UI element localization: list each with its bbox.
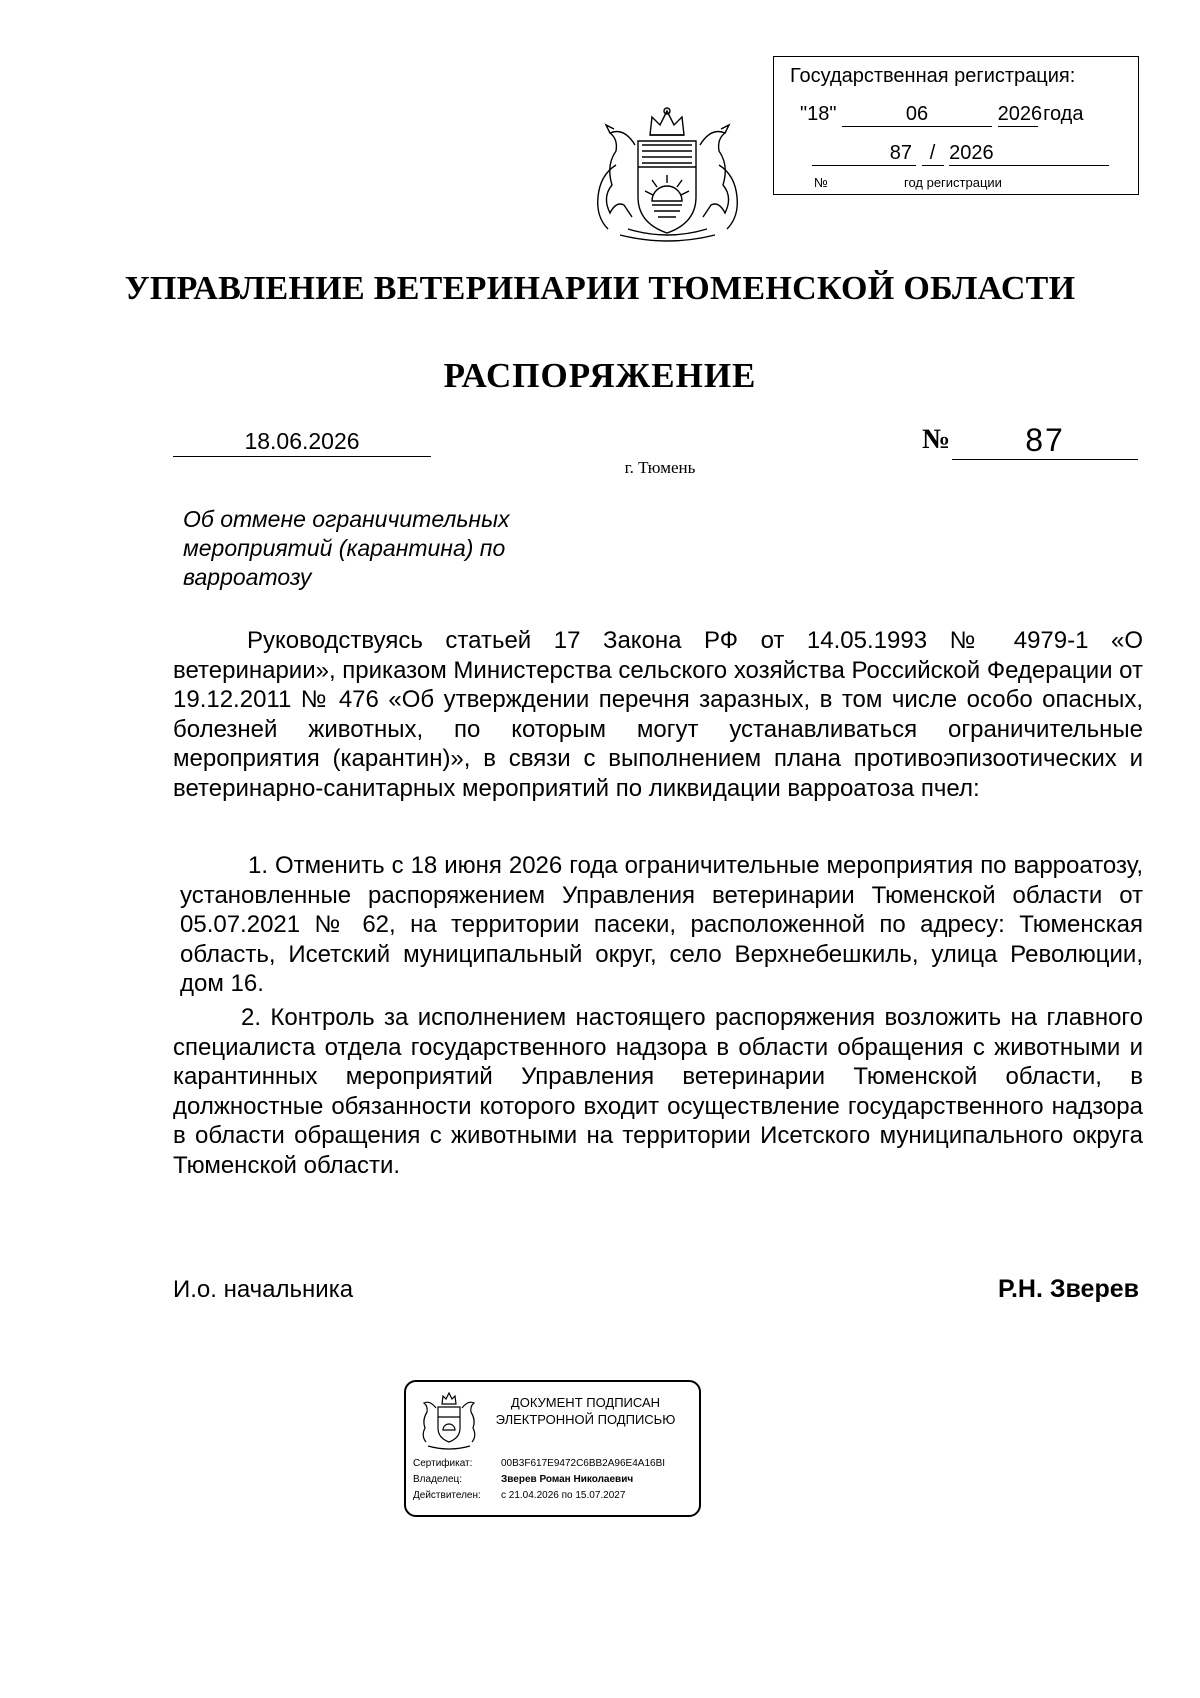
registration-separator: /: [922, 142, 944, 166]
registration-number: 87: [812, 142, 916, 166]
item-2-paragraph: 2. Контроль за исполнением настоящего распоряжения возложить на главного специалиста отдела государственного надзора в области обращения с животными и карантинных мероприятий Управления ветеринарии Тюменской области, в должностные обязанности которого входит осуществление государственного надзора в области обращения с животными на территории Исетского муниципального округа Тюменской области.: [173, 1004, 1143, 1179]
item-1-paragraph: 1. Отменить с 18 июня 2026 года ограничительные мероприятия по варроатозу, установленные распоряжением Управления ветеринарии Тюменской области от 05.07.2021 № 62, на территории пасеки, расположенной по адресу: Тюменская область, Исетский муниципальный округ, село Верхнебешкиль, улица Революции, дом 16.: [180, 852, 1143, 997]
registration-caption-number: №: [814, 175, 828, 190]
stamp-validity-value: с 21.04.2026 по 15.07.2027: [501, 1490, 626, 1501]
city: г. Тюмень: [624, 458, 696, 477]
stamp-owner-value: Зверев Роман Николаевич: [501, 1474, 634, 1485]
stamp-owner-label: Владелец:: [413, 1474, 463, 1485]
stamp-validity-row: [413, 1488, 665, 1504]
stamp-coat-of-arms-icon: [416, 1392, 482, 1452]
stamp-validity-label: Действителен:: [413, 1490, 481, 1501]
stamp-heading-line1: ДОКУМЕНТ ПОДПИСАН: [510, 1395, 661, 1410]
stamp-heading: [478, 1394, 693, 1428]
registration-month: 06: [842, 103, 992, 127]
stamp-certificate-row: [413, 1456, 665, 1472]
stamp-details: [413, 1456, 665, 1504]
number-sign: №: [922, 424, 951, 455]
registration-year-suffix: года: [1043, 103, 1084, 125]
electronic-signature-stamp: [404, 1380, 701, 1517]
document-number: 87: [952, 422, 1138, 460]
document-subject: Об отмене ограничительных мероприятий (карантина) по варроатозу: [183, 506, 510, 590]
tyumen-coat-of-arms-icon: [580, 105, 755, 247]
stamp-owner-row: [413, 1472, 665, 1488]
organization-title: УПРАВЛЕНИЕ ВЕТЕРИНАРИИ ТЮМЕНСКОЙ ОБЛАСТИ: [124, 270, 1076, 307]
registration-caption-year: год регистрации: [904, 175, 1002, 190]
preamble-paragraph: Руководствуясь статьей 17 Закона РФ от 14.05.1993 № 4979-1 «О ветеринарии», приказом Министерства сельского хозяйства Российской Федерации от 19.12.2011 № 476 «Об утверждении перечня заразных, в том числе особо опасных, болезней животных, по которым могут устанавливаться ограничительные мероприятия (карантин)», в связи с выполнением плана противоэпизоотических и ветеринарно-санитарных мероприятий по ликвидации варроатоза пчел:: [173, 627, 1143, 802]
registration-day: "18": [800, 103, 837, 125]
stamp-heading-line2: ЭЛЕКТРОННОЙ ПОДПИСЬЮ: [495, 1412, 676, 1427]
signer-position: И.о. начальника: [173, 1276, 354, 1303]
document-date: 18.06.2026: [173, 428, 431, 457]
registration-number-row: [812, 142, 1109, 166]
registration-title: Государственная регистрация:: [790, 65, 1076, 87]
registration-date-row: [800, 103, 1083, 127]
stamp-certificate-label: Сертификат:: [413, 1458, 473, 1469]
signer-name: Р.Н. Зверев: [998, 1275, 1139, 1303]
registration-year: 2026: [997, 103, 1043, 125]
registration-box: [773, 56, 1139, 195]
document-type: РАСПОРЯЖЕНИЕ: [443, 356, 757, 395]
stamp-certificate-value: 00B3F617E9472C6BB2A96E4A16BI: [501, 1458, 666, 1469]
registration-reg-year: 2026: [949, 142, 1109, 166]
